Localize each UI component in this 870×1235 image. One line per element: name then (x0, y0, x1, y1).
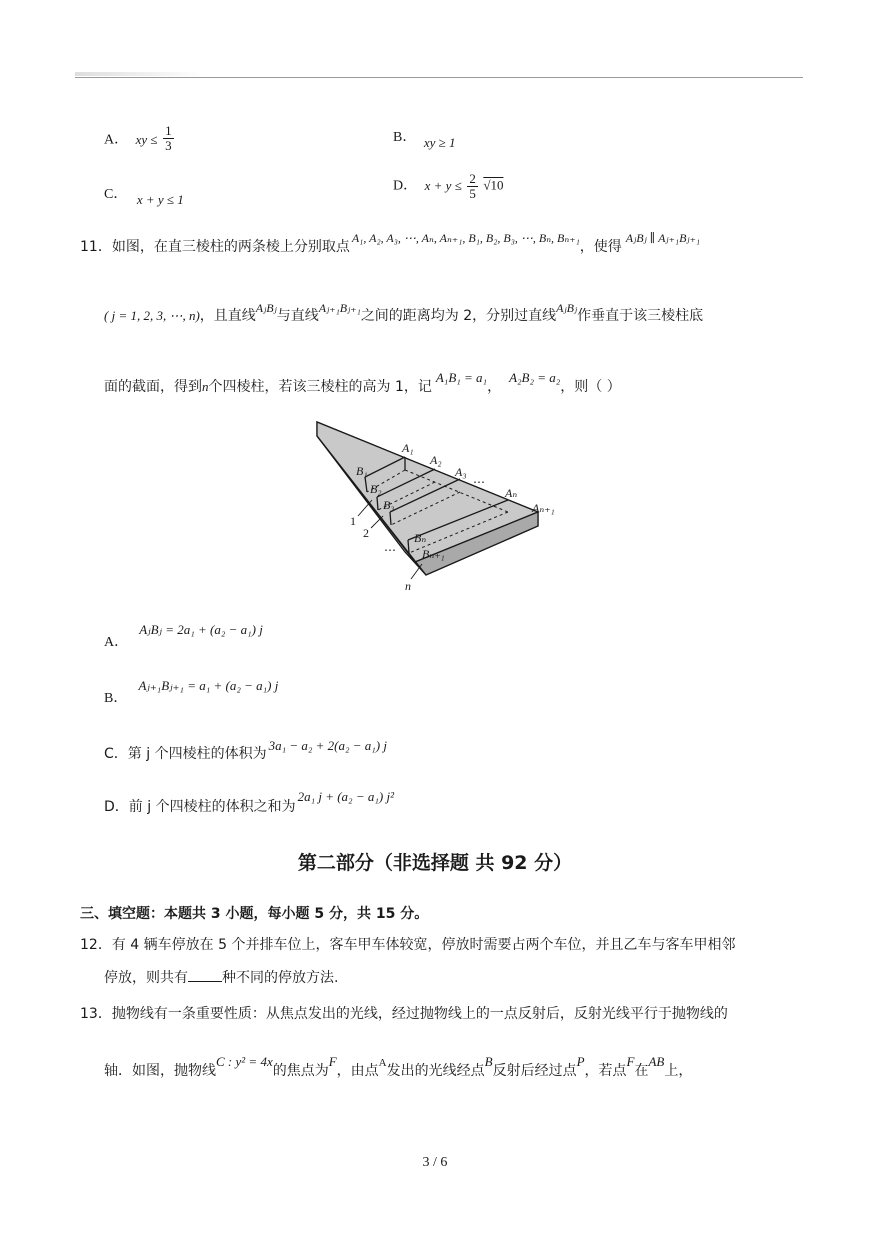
label-b1: B₁ (356, 464, 368, 478)
q11-text: 之间的距离均为 2，分别过直线 (360, 308, 557, 324)
header-decoration (75, 72, 205, 76)
label-b3: B₃ (383, 498, 395, 512)
label-bn: Bₙ (414, 531, 427, 545)
fraction-denominator: 3 (165, 138, 172, 153)
q12-text: 有 4 辆车停放在 5 个并排车位上，客车甲车体较宽，停放时需要占两个车位，并且乙车与客车甲相邻 (111, 937, 736, 953)
q11-option-b (104, 675, 279, 706)
math-a1: A₁B₁ = a₁ (435, 370, 488, 385)
option-math: Aⱼ₊₁Bⱼ₊₁ = a₁ + (a₂ − a₁) j (138, 678, 279, 693)
option-math: 2a₁ j + (a₂ − a₁) j² (297, 789, 394, 804)
leader-line (358, 500, 372, 516)
math-f: F (328, 1054, 337, 1069)
option-label: B． (104, 691, 128, 706)
q11-text: ，使得 (579, 239, 622, 255)
option-math: 3a₁ − a₂ + 2(a₂ − a₁) j (268, 738, 387, 753)
question-number: 13． (80, 1006, 112, 1022)
label-n: n (405, 579, 411, 593)
option-label: D． (393, 178, 418, 194)
q11-text: 作垂直于该三棱柱底 (577, 308, 704, 324)
math-j-range: ( j = 1, 2, 3, ⋯, n) (104, 308, 200, 323)
q13-text: ，若点 (584, 1063, 627, 1079)
option-label: A． (104, 635, 129, 650)
math-line: AⱼBⱼ (255, 301, 277, 315)
fraction (163, 124, 174, 153)
q10-option-d (393, 172, 503, 201)
prism-figure (310, 412, 570, 597)
fraction-denominator: 5 (469, 186, 476, 201)
q11-text: ，且直线 (199, 308, 256, 324)
option-math: AⱼBⱼ = 2a₁ + (a₂ − a₁) j (139, 622, 263, 637)
option-label: C． (104, 187, 128, 202)
label-a1: A₁ (402, 441, 414, 455)
q12-text: 停放，则共有 (104, 970, 188, 986)
math-a: A (378, 1057, 387, 1069)
label-dots-top: ⋯ (473, 475, 485, 489)
label-an: Aₙ (505, 486, 518, 500)
leader-line (411, 564, 422, 579)
q11-option-c (104, 735, 387, 762)
sqrt-expr: √10 (483, 177, 504, 193)
math-points: A₁, A₂, A₃, ⋯, Aₙ, Aₙ₊₁, B₁, B₂, B₃, ⋯, Bₙ, Bₙ₊₁ (351, 231, 580, 245)
math-f: F (626, 1054, 635, 1069)
q13-text: 抛物线有一条重要性质：从焦点发出的光线，经过抛物线上的一点反射后，反射光线平行于抛物线的 (111, 1006, 728, 1022)
q11-option-d (104, 786, 394, 815)
fraction (467, 172, 478, 201)
q10-option-c (104, 183, 184, 207)
q13-line2 (104, 1054, 693, 1080)
label-an1: Aₙ₊₁ (532, 501, 555, 515)
answer-blank[interactable] (188, 969, 222, 982)
label-a2: A₂ (430, 453, 442, 467)
q11-text: 面的截面，得到 (104, 379, 202, 395)
option-label: B． (393, 130, 417, 145)
option-text: D．前 j 个四棱柱的体积之和为 (104, 799, 296, 815)
option-expr: x + y ≤ (424, 177, 462, 193)
q11-line3 (104, 370, 621, 396)
question-number: 11． (80, 239, 112, 255)
q11-text: 个四棱柱，若该三棱柱的高为 1，记 (208, 379, 432, 395)
math-a2: A₂B₂ = a₂ (509, 370, 561, 385)
q12-line2 (104, 967, 338, 987)
leader-line (371, 516, 383, 528)
page-number: 3 / 6 (422, 1155, 448, 1170)
q11-line2 (104, 301, 704, 325)
q11-option-a (104, 619, 263, 650)
q11-text: ，则（ ） (560, 379, 621, 395)
label-b2: B₂ (370, 482, 382, 496)
header-rule (75, 77, 803, 78)
question-number: 12． (80, 937, 112, 953)
math-line: AⱼBⱼ (556, 301, 578, 315)
q13-text: ，由点 (336, 1063, 379, 1079)
q13-text: 的焦点为 (272, 1063, 329, 1079)
math-line: Aⱼ₊₁Bⱼ₊₁ (318, 301, 361, 315)
q13-line1 (80, 1003, 728, 1023)
math-n: n (202, 379, 209, 394)
option-expr: xy ≥ 1 (423, 135, 456, 150)
option-expr: xy ≤ (135, 131, 158, 147)
label-two: 2 (363, 526, 369, 540)
fraction-numerator: 2 (469, 171, 476, 186)
label-dots-bottom: ⋯ (384, 543, 396, 557)
label-a3: A₃ (455, 465, 467, 479)
math-b: B (484, 1054, 493, 1069)
q13-text: 上， (664, 1063, 693, 1079)
math-ab: AB (648, 1054, 665, 1069)
q11-text: 与直线 (276, 308, 319, 324)
option-expr: x + y ≤ 1 (136, 192, 184, 207)
fraction-numerator: 1 (165, 123, 172, 138)
label-bn1: Bₙ₊₁ (422, 547, 445, 561)
q13-text: 反射后经过点 (492, 1063, 577, 1079)
option-text: C．第 j 个四棱柱的体积为 (104, 746, 267, 762)
math-parabola: C : y² = 4x (216, 1054, 273, 1069)
q11-text: 如图，在直三棱柱的两条棱上分别取点 (111, 239, 350, 255)
q11-line1 (80, 231, 701, 256)
q10-option-b (393, 126, 456, 150)
q11-text: ， (487, 379, 502, 395)
label-one: 1 (350, 514, 356, 528)
q13-text: 轴．如图，抛物线 (104, 1063, 216, 1079)
math-p: P (576, 1054, 585, 1069)
q12-text: 种不同的停放方法. (222, 970, 339, 986)
q12-line1 (80, 934, 735, 954)
q13-text: 发出的光线经点 (386, 1063, 485, 1079)
math-parallel: AⱼBⱼ ∥ Aⱼ₊₁Bⱼ₊₁ (625, 231, 701, 245)
q13-text: 在 (634, 1063, 649, 1079)
section3-heading: 三、填空题：本题共 3 小题，每小题 5 分，共 15 分。 (80, 906, 429, 922)
q10-option-a (104, 123, 176, 155)
part2-title: 第二部分（非选择题 共 92 分） (297, 852, 573, 874)
option-label: A． (104, 132, 129, 148)
